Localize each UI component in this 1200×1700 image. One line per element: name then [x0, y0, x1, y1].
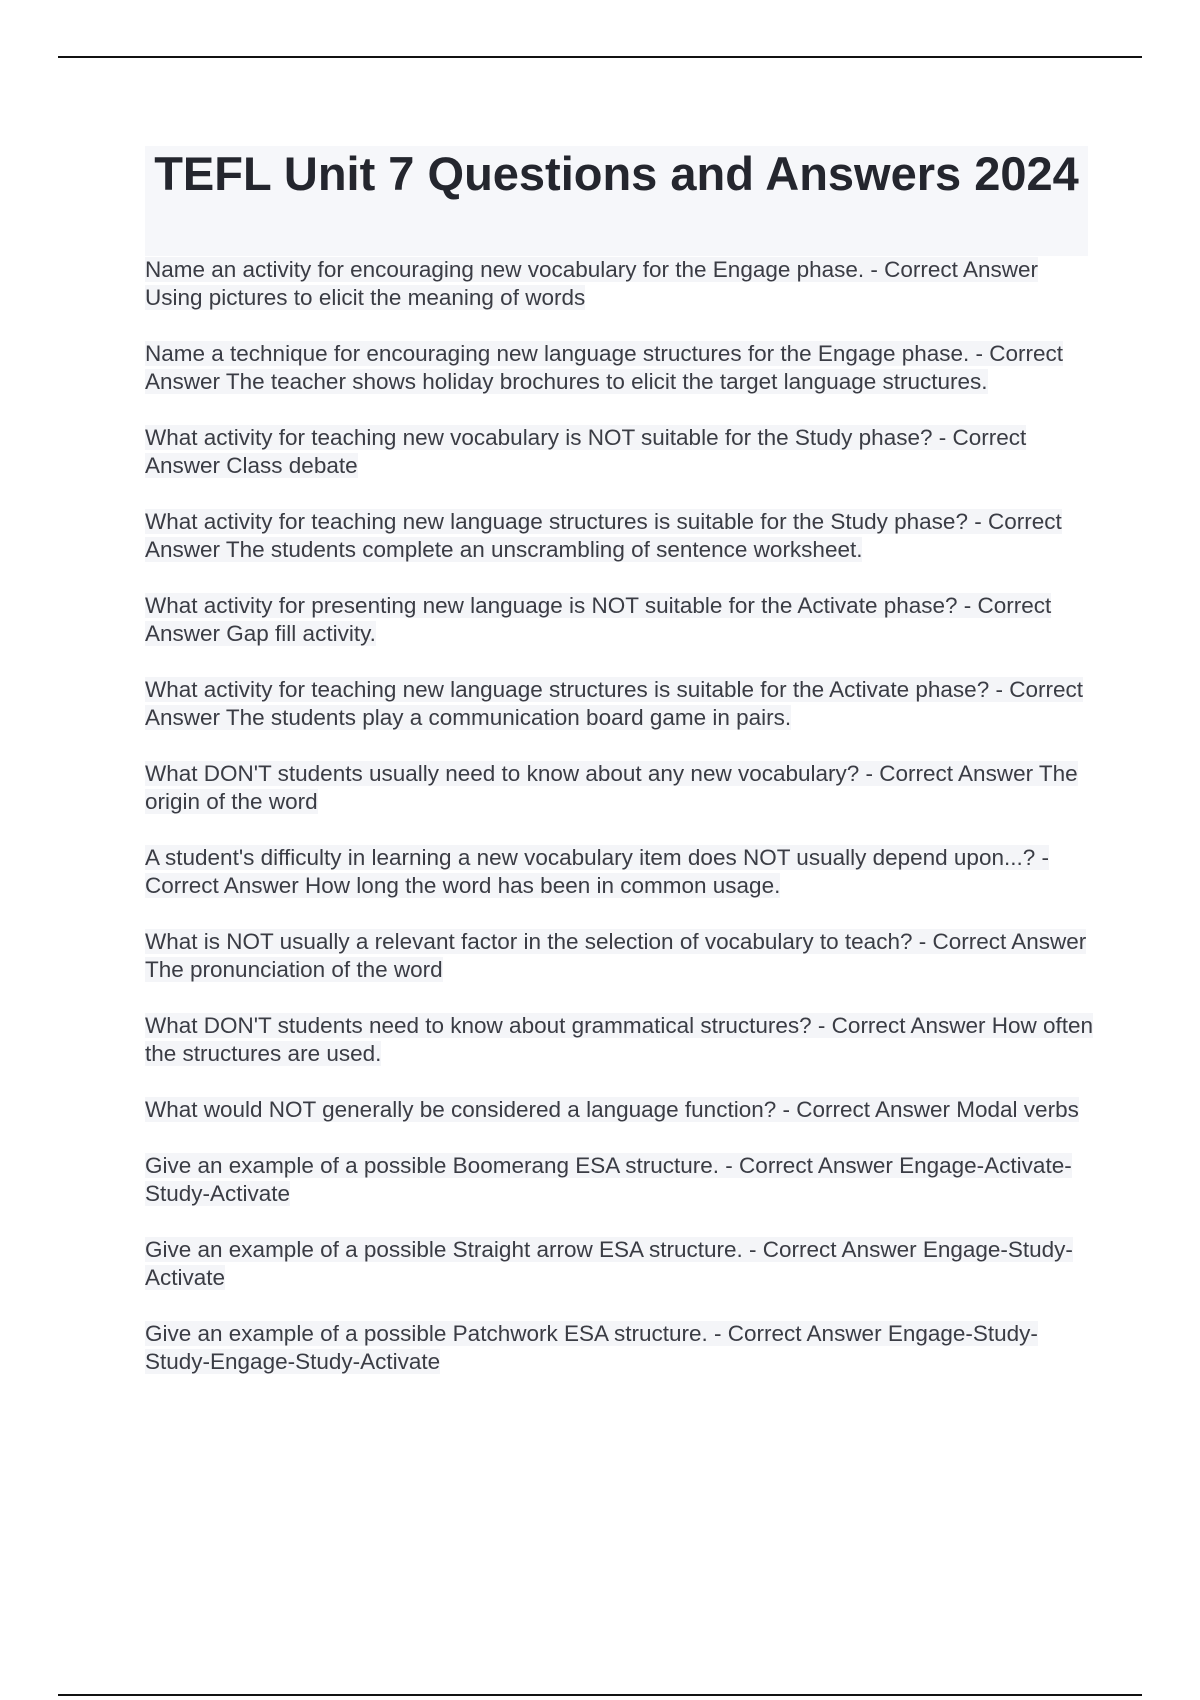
document-title: TEFL Unit 7 Questions and Answers 2024 [154, 147, 1079, 200]
qa-item [145, 592, 1095, 648]
qa-text: What activity for teaching new language structures is suitable for the Activate phase? - Correct Answer The students play a communication board game in pairs. [145, 677, 1083, 730]
qa-text: Name an activity for encouraging new vocabulary for the Engage phase. - Correct Answer Using pictures to elicit the meaning of words [145, 257, 1038, 310]
top-rule [58, 56, 1142, 58]
qa-text: What DON'T students usually need to know about any new vocabulary? - Correct Answer The origin of the word [145, 761, 1078, 814]
qa-item [145, 340, 1095, 396]
bottom-rule [58, 1694, 1142, 1696]
qa-item [145, 928, 1095, 984]
qa-item [145, 508, 1095, 564]
qa-item [145, 1236, 1095, 1292]
qa-item [145, 760, 1095, 816]
qa-text: Give an example of a possible Straight arrow ESA structure. - Correct Answer Engage-Study-Activate [145, 1237, 1073, 1290]
qa-text: What activity for teaching new vocabulary is NOT suitable for the Study phase? - Correct Answer Class debate [145, 425, 1027, 478]
qa-text: What DON'T students need to know about grammatical structures? - Correct Answer How often the structures are used. [145, 1013, 1094, 1066]
qa-item [145, 424, 1095, 480]
qa-item [145, 676, 1095, 732]
qa-text: What is NOT usually a relevant factor in the selection of vocabulary to teach? - Correct Answer The pronunciation of the word [145, 929, 1087, 982]
qa-list [145, 256, 1095, 1404]
qa-item [145, 1096, 1095, 1124]
qa-text: What would NOT generally be considered a language function? - Correct Answer Modal verbs [145, 1097, 1079, 1122]
qa-text: Give an example of a possible Patchwork ESA structure. - Correct Answer Engage-Study-Study-Engage-Study-Activate [145, 1321, 1038, 1374]
qa-text: Name a technique for encouraging new language structures for the Engage phase. - Correct Answer The teacher shows holiday brochures to elicit the target language structures. [145, 341, 1064, 394]
qa-text: What activity for presenting new language is NOT suitable for the Activate phase? - Correct Answer Gap fill activity. [145, 593, 1052, 646]
qa-item [145, 844, 1095, 900]
qa-item [145, 1012, 1095, 1068]
qa-text: Give an example of a possible Boomerang ESA structure. - Correct Answer Engage-Activate-Study-Activate [145, 1153, 1072, 1206]
qa-text: A student's difficulty in learning a new vocabulary item does NOT usually depend upon...? - Correct Answer How long the word has been in common usage. [145, 845, 1049, 898]
qa-item [145, 256, 1095, 312]
qa-item [145, 1152, 1095, 1208]
title-box [145, 146, 1088, 256]
qa-item [145, 1320, 1095, 1376]
qa-text: What activity for teaching new language structures is suitable for the Study phase? - Correct Answer The students complete an unscrambling of sentence worksheet. [145, 509, 1062, 562]
